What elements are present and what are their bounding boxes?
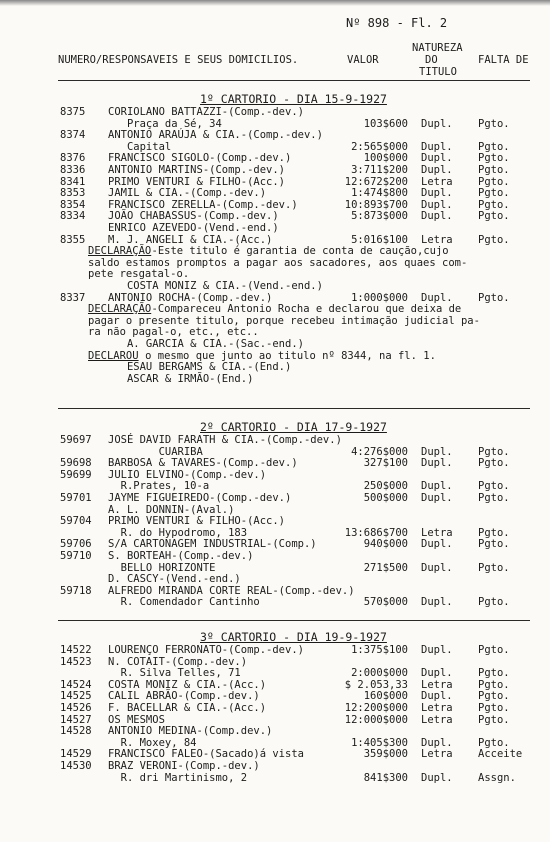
entry-name: S. BORTEAH-(Comp.-dev.) xyxy=(108,550,254,562)
entry-natureza: Dupl. xyxy=(421,480,453,493)
entry-name: PRIMO VENTURI & FILHO-(Acc.) xyxy=(108,515,286,528)
section-divider xyxy=(58,408,530,409)
entry-name: S/A CARTONAGEM INDUSTRIAL-(Comp.) xyxy=(108,538,317,551)
entry-natureza: Dupl. xyxy=(421,561,453,574)
entry-natureza: Letra xyxy=(421,713,453,726)
entry-natureza: Dupl. xyxy=(421,291,453,304)
entry-number: 14527 xyxy=(60,713,92,726)
entry-name: JOSÉ DAVID FARATH & CIA.-(Comp.-dev.) xyxy=(108,434,342,446)
entry-name: -Este titulo é garantia de conta de caução,cujo xyxy=(151,245,449,258)
entry-value: $ 2.053,33 xyxy=(344,678,408,691)
entry-falta: Pgto. xyxy=(478,152,510,165)
entry-name: FRANCISCO ZERELLA-(Comp.-dev.) xyxy=(108,198,298,211)
entry-natureza: Dupl. xyxy=(421,445,453,458)
entry-value: 2:000$000 xyxy=(351,667,408,680)
entry-name: F. BACELLAR & CIA.-(Acc.) xyxy=(108,702,267,714)
entry-name: N. COTAIT-(Comp.-dev.) xyxy=(108,655,248,668)
entry-number: 8376 xyxy=(60,152,86,165)
entry-natureza: Dupl. xyxy=(421,457,453,470)
entry-number: 14529 xyxy=(60,748,92,761)
entry-falta: Pgto. xyxy=(478,526,510,539)
entry-number: 59698 xyxy=(60,457,92,470)
entry-name: ANTONIO ROCHA-(Comp.-dev.) xyxy=(108,291,273,304)
entry-natureza: Letra xyxy=(421,702,453,714)
entry-number: 8354 xyxy=(60,198,86,211)
entry-falta: Pgto. xyxy=(478,198,510,211)
entry-name: FRANCISCO FALEO-(Sacado)á vista xyxy=(108,748,304,761)
entry-number: 59701 xyxy=(60,492,92,504)
entry-natureza: Dupl. xyxy=(421,736,453,749)
entry-number: 59710 xyxy=(60,550,92,562)
entry-falta: Pgto. xyxy=(478,445,510,458)
column-header-natureza: TITULO xyxy=(419,66,457,78)
column-header-falta: FALTA DE xyxy=(478,54,529,66)
entry-name: saldo estamos promptos a pagar aos sacadores, aos quaes com- xyxy=(88,256,468,269)
entry-value: 103$600 xyxy=(363,117,408,130)
entry-natureza: Dupl. xyxy=(421,492,453,504)
entry-name: A. GARCIA & CIA.-(Sac.-end.) xyxy=(108,338,304,350)
entry-falta: Pgto. xyxy=(478,175,510,188)
entry-value: 327$100 xyxy=(363,457,408,470)
entry-name: ra não pagal-o, etc., etc.. xyxy=(88,326,259,339)
entry-value: 12:000$000 xyxy=(344,713,408,726)
entry-falta: Pgto. xyxy=(478,690,510,703)
section-divider xyxy=(58,620,530,621)
entry-name: o mesmo que junto ao titulo nº 8344, na fl. 1. xyxy=(138,349,436,362)
entry-falta: Pgto. xyxy=(478,678,510,691)
entry-natureza: Dupl. xyxy=(421,690,453,703)
entry-natureza: Letra xyxy=(421,678,453,691)
column-header-numero: NUMERO/RESPONSAVEIS E SEUS DOMICILIOS. xyxy=(58,54,299,66)
entry-name: JAYME FIGUEIREDO-(Comp.-dev.) xyxy=(108,492,292,504)
entry-value: 4:276$000 xyxy=(351,445,408,458)
entry-name: COSTA MONIZ & CIA.-(Acc.) xyxy=(108,678,267,691)
section-title: 2º CARTORIO - DIA 17-9-1927 xyxy=(200,420,387,434)
entry-value: 500$000 xyxy=(363,492,408,504)
entry-name: JOÃO CHABASSUS-(Comp.-dev.) xyxy=(108,210,279,223)
entry-name: JAMIL & CIA.-(Comp.-dev.) xyxy=(108,187,267,200)
section-title: 1º CARTORIO - DIA 15-9-1927 xyxy=(200,92,387,106)
entry-falta: Pgto. xyxy=(478,538,510,551)
entry-natureza: Dupl. xyxy=(421,771,453,784)
entry-value: 5:016$100 xyxy=(351,233,408,246)
entry-natureza: Dupl. xyxy=(421,210,453,223)
entry-value: 5:873$000 xyxy=(351,210,408,223)
entry-name: CORIOLANO BATTAZZI-(Comp.-dev.) xyxy=(108,106,304,118)
entry-natureza: Dupl. xyxy=(421,538,453,551)
entry-falta: Pgto. xyxy=(478,210,510,223)
entry-name: Capital xyxy=(108,140,172,153)
header-divider xyxy=(58,80,530,81)
entry-natureza: Dupl. xyxy=(421,140,453,153)
entry-name: PRIMO VENTURI & FILHO-(Acc.) xyxy=(108,175,286,188)
entry-natureza: Dupl. xyxy=(421,117,453,130)
entry-value: 10:893$700 xyxy=(344,198,408,211)
entry-name: JULIO ELVINO-(Comp.-dev.) xyxy=(108,468,267,481)
entry-number: 8334 xyxy=(60,210,86,223)
entry-falta: Pgto. xyxy=(478,480,510,493)
entry-value: 570$000 xyxy=(363,596,408,609)
page-reference: Nº 898 - Fl. 2 xyxy=(346,16,448,30)
entry-value: 13:686$700 xyxy=(344,526,408,539)
section-title: 3º CARTORIO - DIA 19-9-1927 xyxy=(200,630,387,644)
entry-natureza: Dupl. xyxy=(421,644,453,656)
entry-value: 160$000 xyxy=(363,690,408,703)
declaration-label: DECLARAÇÃO xyxy=(88,303,152,316)
entry-name: BELLO HORIZONTE xyxy=(108,561,216,574)
entry-natureza: Dupl. xyxy=(421,164,453,176)
entry-name: ANTONIO MEDINA-(Comp.dev.) xyxy=(108,725,273,738)
entry-number: 8337 xyxy=(60,291,86,304)
entry-name: ALFREDO MIRANDA CORTE REAL-(Comp.-dev.) xyxy=(108,584,355,597)
entry-falta: Pgto. xyxy=(478,140,510,153)
entry-number: 59697 xyxy=(60,434,92,446)
entry-value: 1:375$100 xyxy=(351,644,408,656)
entry-number: 8336 xyxy=(60,164,86,176)
entry-falta: Pgto. xyxy=(478,702,510,714)
entry-name: ASCAR & IRMÃO-(End.) xyxy=(108,372,254,385)
entry-natureza: Dupl. xyxy=(421,198,453,211)
entry-value: 100$000 xyxy=(363,152,408,165)
entry-name: ESAU BERGAMS & CIA.-(End.) xyxy=(108,361,292,374)
entry-falta: Pgto. xyxy=(478,457,510,470)
entry-value: 359$000 xyxy=(363,748,408,761)
entry-name: R. Moxey, 84 xyxy=(108,736,197,749)
entry-number: 14525 xyxy=(60,690,92,703)
entry-name: -Compareceu Antonio Rocha e declarou que deixa de xyxy=(151,303,462,316)
entry-name: CUARIBA xyxy=(108,445,203,458)
entry-falta: Pgto. xyxy=(478,233,510,246)
column-header-natureza: NATUREZA xyxy=(412,42,463,54)
entry-name: R. Comendador Cantinho xyxy=(108,596,260,609)
entry-number: 14522 xyxy=(60,644,92,656)
entry-name: ANTONIO MARTINS-(Comp.-dev.) xyxy=(108,164,286,176)
entry-number: 8375 xyxy=(60,106,86,118)
entry-number: 8353 xyxy=(60,187,86,200)
entry-value: 12:200$000 xyxy=(344,702,408,714)
entry-value: 1:474$800 xyxy=(351,187,408,200)
entry-name: M. J. ANGELI & CIA.-(Acc.) xyxy=(108,233,273,246)
entry-number: 59706 xyxy=(60,538,92,551)
entry-value: 1:405$300 xyxy=(351,736,408,749)
entry-falta: Assgn. xyxy=(478,771,516,784)
entry-value: 12:672$200 xyxy=(344,175,408,188)
entry-number: 59704 xyxy=(60,515,92,528)
entry-natureza: Dupl. xyxy=(421,152,453,165)
entry-name: BARBOSA & TAVARES-(Comp.-dev.) xyxy=(108,457,298,470)
entry-number: 14530 xyxy=(60,760,92,772)
entry-number: 59718 xyxy=(60,584,92,597)
entry-value: 250$000 xyxy=(363,480,408,493)
entry-value: 940$000 xyxy=(363,538,408,551)
entry-name: D. CASCY-(Vend.-end.) xyxy=(108,573,241,586)
entry-name: R. dri Martinismo, 2 xyxy=(108,771,248,784)
entry-name: BRAZ VERONI-(Comp.-dev.) xyxy=(108,760,260,772)
entry-number: 8374 xyxy=(60,129,86,142)
entry-natureza: Dupl. xyxy=(421,596,453,609)
entry-natureza: Letra xyxy=(421,526,453,539)
declaration-label: DECLAROU xyxy=(88,349,139,362)
entry-name: CALIL ABRÃO-(Comp.-dev.) xyxy=(108,690,260,703)
entry-number: 8341 xyxy=(60,175,86,188)
entry-name: R. do Hypodromo, 183 xyxy=(108,526,248,539)
entry-name: R. Silva Telles, 71 xyxy=(108,667,241,680)
entry-name: R.Prates, 10-a xyxy=(108,480,210,493)
entry-name: ANTONIO ARAÚJA & CIA.-(Comp.-dev.) xyxy=(108,129,323,142)
entry-falta: Pgto. xyxy=(478,291,510,304)
entry-falta: Pgto. xyxy=(478,164,510,176)
entry-falta: Acceite xyxy=(478,748,523,761)
entry-number: 59699 xyxy=(60,468,92,481)
entry-falta: Pgto. xyxy=(478,667,510,680)
entry-natureza: Letra xyxy=(421,175,453,188)
entry-name: A. L. DONNIN-(Aval.) xyxy=(108,503,235,516)
entry-value: 2:565$000 xyxy=(351,140,408,153)
entry-falta: Pgto. xyxy=(478,492,510,504)
scan-edge-shadow xyxy=(0,0,550,6)
entry-number: 14524 xyxy=(60,678,92,691)
entry-name: Praça da Sé, 34 xyxy=(108,117,222,130)
entry-falta: Pgto. xyxy=(478,736,510,749)
column-header-valor: VALOR xyxy=(347,54,379,66)
entry-name: ENRICO AZEVEDO-(Vend.-end.) xyxy=(108,222,279,234)
entry-name: OS MESMOS xyxy=(108,713,165,726)
entry-falta: Pgto. xyxy=(478,187,510,200)
entry-natureza: Letra xyxy=(421,233,453,246)
entry-falta: Pgto. xyxy=(478,713,510,726)
declaration-label: DECLARAÇÃO xyxy=(88,245,152,258)
entry-number: 14526 xyxy=(60,702,92,714)
entry-name: FRANCISCO SIGOLO-(Comp.-dev.) xyxy=(108,152,292,165)
entry-falta: Pgto. xyxy=(478,561,510,574)
entry-falta: Pgto. xyxy=(478,117,510,130)
entry-number: 8355 xyxy=(60,233,86,246)
entry-name: pagar o presente titulo, porque recebeu intimação judicial pa- xyxy=(88,314,480,327)
entry-value: 841$300 xyxy=(363,771,408,784)
column-header-natureza: DO xyxy=(425,54,438,66)
entry-natureza: Dupl. xyxy=(421,667,453,680)
entry-value: 1:000$000 xyxy=(351,291,408,304)
entry-name: pete resgatal-o. xyxy=(88,268,190,281)
entry-falta: Pgto. xyxy=(478,644,510,656)
entry-name: COSTA MONIZ & CIA.-(Vend.-end.) xyxy=(108,280,323,292)
entry-number: 14528 xyxy=(60,725,92,738)
entry-value: 3:711$200 xyxy=(351,164,408,176)
entry-number: 14523 xyxy=(60,655,92,668)
entry-value: 271$500 xyxy=(363,561,408,574)
entry-falta: Pgto. xyxy=(478,596,510,609)
entry-natureza: Letra xyxy=(421,748,453,761)
entry-name: LOURENÇO FERRONATO-(Comp.-dev.) xyxy=(108,644,304,656)
entry-natureza: Dupl. xyxy=(421,187,453,200)
